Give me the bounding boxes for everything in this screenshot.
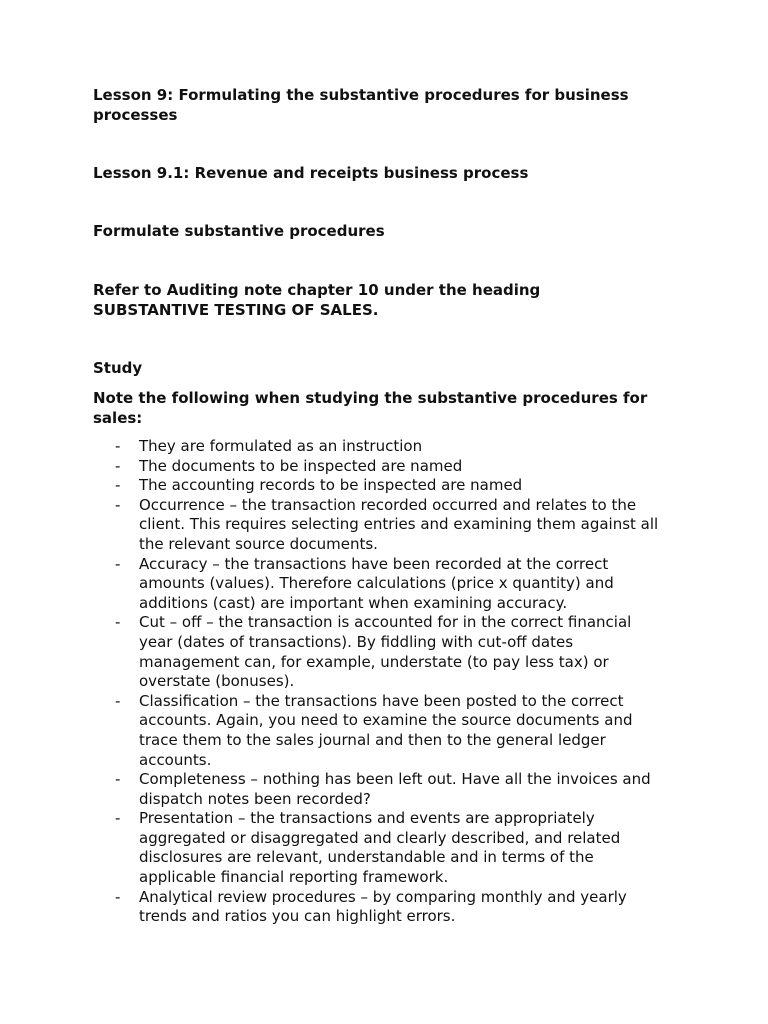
list-item-text: Analytical review procedures – by comparing monthly and yearly trends and ratios you can highlight errors. (139, 887, 627, 926)
list-item-text: The documents to be inspected are named (139, 456, 463, 475)
dash-marker: - (115, 613, 121, 632)
list-item (0, 809, 669, 887)
dash-marker: - (115, 437, 121, 455)
list-item-text: Accuracy – the transactions have been recorded at the correct amounts (values). Therefore calculations (price x quantity) and additions (cast) are important when examining accuracy. (139, 554, 614, 612)
list-item (0, 888, 669, 927)
lesson-9-heading: Lesson 9: Formulating the substantive procedures for business processes (93, 86, 629, 124)
dash-marker: - (115, 476, 121, 495)
note-intro: Note the following when studying the substantive procedures for sales: (93, 389, 648, 427)
dash-marker: - (115, 456, 121, 475)
study-heading: Study (93, 359, 143, 377)
list-item (0, 692, 669, 770)
dash-marker: - (115, 691, 121, 710)
lesson-9-1-heading: Lesson 9.1: Revenue and receipts business process (93, 164, 529, 182)
refer-line-1: Refer to Auditing note chapter 10 under the heading (93, 281, 541, 299)
formulate-heading: Formulate substantive procedures (93, 222, 385, 240)
list-item-text: Completeness – nothing has been left out. Have all the invoices and dispatch notes been recorded? (139, 770, 651, 808)
list-item (0, 613, 669, 691)
list-item (0, 437, 669, 457)
list-item-text: The accounting records to be inspected are named (139, 476, 523, 495)
list-item (0, 770, 669, 809)
dash-marker: - (115, 770, 121, 789)
list-item-text: They are formulated as an instruction (139, 437, 423, 455)
list-item-text: Classification – the transactions have been posted to the correct accounts. Again, you need to examine the source documents and trace them to the sales journal and then to the general ledger accounts. (139, 691, 633, 769)
list-item-text: Cut – off – the transaction is accounted for in the correct financial year (dates of transactions). By fiddling with cut-off dates management can, for example, understate (to pay less tax) or overstate (bonuses). (139, 613, 632, 691)
refer-paragraph (93, 281, 683, 320)
list-item (0, 555, 669, 614)
list-item (0, 476, 669, 496)
refer-line-2: SUBSTANTIVE TESTING OF SALES. (93, 300, 379, 319)
list-item-text: Occurrence – the transaction recorded occurred and relates to the client. This requires selecting entries and examining them against all the relevant source documents. (139, 495, 659, 553)
dash-marker: - (115, 809, 121, 828)
dash-marker: - (115, 887, 121, 906)
dash-marker: - (115, 495, 121, 514)
procedures-bullet-list (0, 437, 768, 927)
list-item-text: Presentation – the transactions and events are appropriately aggregated or disaggregated and clearly described, and related disclosures are relevant, understandable and in terms of the applicable financial reporting framework. (139, 809, 621, 887)
list-item (0, 457, 669, 477)
dash-marker: - (115, 554, 121, 573)
list-item (0, 496, 669, 555)
